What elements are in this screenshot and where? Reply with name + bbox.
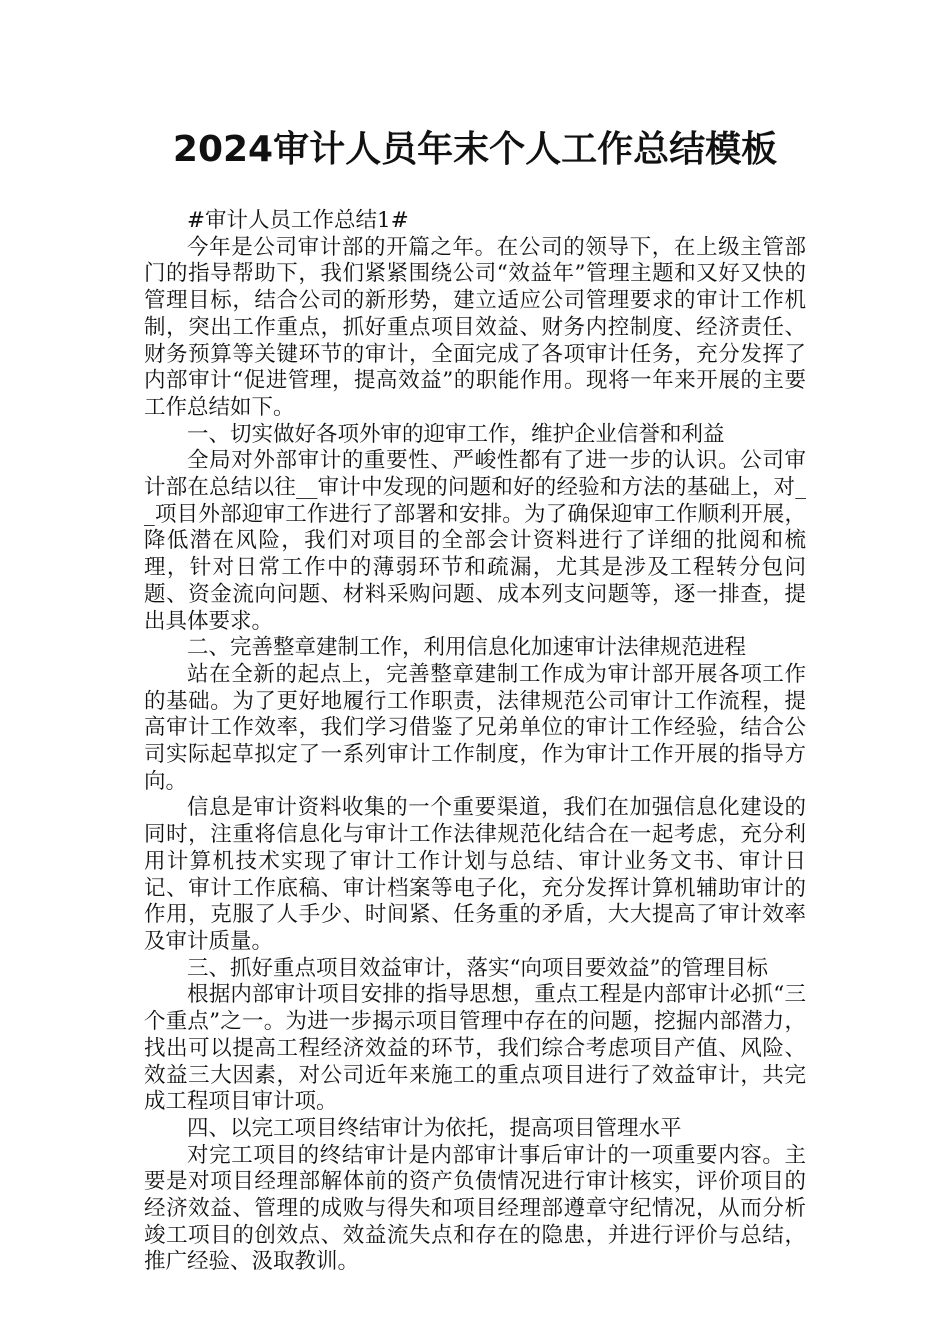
body-paragraph: 站在全新的起点上，完善整章建制工作成为审计部开展各项工作的基础。为了更好地履行工作职责，法律规范公司审计工作流程，提高审计工作效率，我们学习借鉴了兄弟单位的审计工作经验，结合公司实际起草拟定了一系列审计工作制度，作为审计工作开展的指导方向。 [144, 661, 806, 794]
body-paragraph: 今年是公司审计部的开篇之年。在公司的领导下，在上级主管部门的指导帮助下，我们紧紧围绕公司“效益年”管理主题和又好又快的管理目标，结合公司的新形势，建立适应公司管理要求的审计工作机制，突出工作重点，抓好重点项目效益、财务内控制度、经济责任、财务预算等关键环节的审计，全面完成了各项审计任务，充分发挥了内部审计“促进管理，提高效益”的职能作用。现将一年来开展的主要工作总结如下。 [144, 234, 806, 420]
section-heading: 二、完善整章建制工作，利用信息化加速审计法律规范进程 [187, 635, 747, 661]
document-page [144, 122, 806, 1276]
section-heading: 一、切实做好各项外审的迎审工作，维护企业信誉和利益 [187, 421, 725, 447]
body-paragraph: 信息是审计资料收集的一个重要渠道，我们在加强信息化建设的同时，注重将信息化与审计工作法律规范化结合在一起考虑，充分利用计算机技术实现了审计工作计划与总结、审计业务文书、审计日记、审计工作底稿、审计档案等电子化，充分发挥计算机辅助审计的作用，克服了人手少、时间紧、任务重的矛盾，大大提高了审计效率及审计质量。 [144, 795, 806, 954]
section-heading: #审计人员工作总结1# [187, 208, 409, 233]
document-title: 2024审计人员年末个人工作总结模板 [172, 129, 778, 170]
body-paragraph: 全局对外部审计的重要性、严峻性都有了进一步的认识。公司审计部在总结以往__审计中发现的问题和好的经验和方法的基础上，对__项目外部迎审工作进行了部署和安排。为了确保迎审工作顺利开展，降低潜在风险，我们对项目的全部会计资料进行了详细的批阅和梳理，针对日常工作中的薄弱环节和疏漏，尤其是涉及工程转分包问题、资金流向问题、材料采购问题、成本列支问题等，逐一排查，提出具体要求。 [144, 448, 806, 634]
section-heading: 四、以完工项目终结审计为依托，提高项目管理水平 [187, 1115, 682, 1141]
body-paragraph: 根据内部审计项目安排的指导思想，重点工程是内部审计必抓“三个重点”之一。为进一步揭示项目管理中存在的问题，挖掘内部潜力，找出可以提高工程经济效益的环节，我们综合考虑项目产值、风险、效益三大因素，对公司近年来施工的重点项目进行了效益审计，共完成工程项目审计项。 [144, 982, 806, 1115]
body-paragraph: 对完工项目的终结审计是内部审计事后审计的一项重要内容。主要是对项目经理部解体前的资产负债情况进行审计核实，评价项目的经济效益、管理的成败与得失和项目经理部遵章守纪情况，从而分析竣工项目的创效点、效益流失点和存在的隐患，并进行评价与总结，推广经验、汲取教训。 [144, 1142, 806, 1275]
section-heading: 三、抓好重点项目效益审计，落实“向项目要效益”的管理目标 [187, 955, 768, 981]
